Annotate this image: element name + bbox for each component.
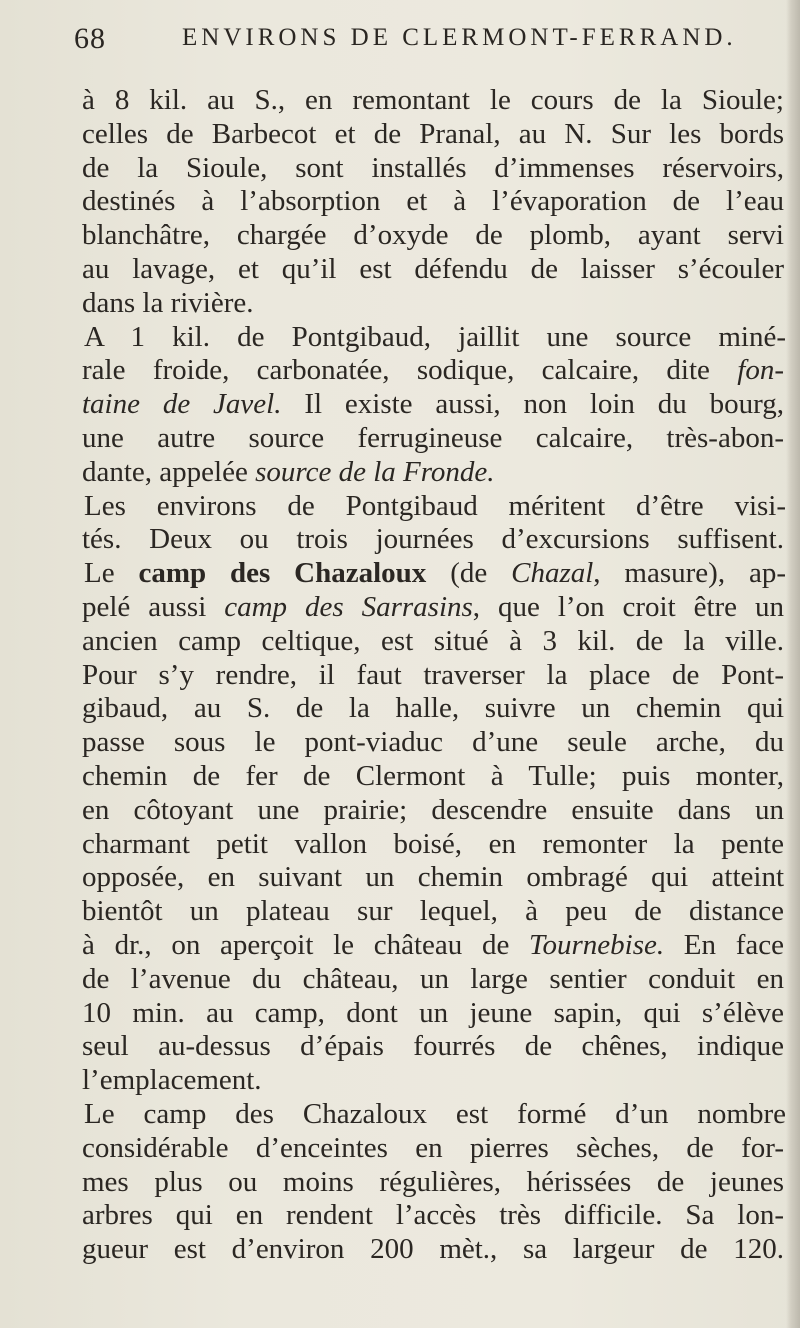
text-line: passe sous le pont-viaduc d’une seule arche, du <box>82 726 784 759</box>
text-line: A 1 kil. de Pontgibaud, jaillit une source miné- <box>84 320 786 353</box>
text-line <box>82 354 784 388</box>
text-line: opposée, en suivant un chemin ombragé qui atteint <box>82 861 784 894</box>
text-line <box>82 456 784 490</box>
text-line: au lavage, et qu’il est défendu de laisser s’écouler <box>82 252 784 285</box>
text-line: charmant petit vallon boisé, en remonter la pente <box>82 827 784 860</box>
text-line: blanchâtre, chargée d’oxyde de plomb, ayant servi <box>82 219 784 252</box>
text-line <box>82 388 784 422</box>
running-head: ENVIRONS DE CLERMONT-FERRAND. <box>182 24 737 51</box>
italic-span: Tournebise. <box>529 928 665 961</box>
text-line: Le camp des Chazaloux est formé d’un nombre <box>84 1097 786 1130</box>
text-line: ancien camp celtique, est situé à 3 kil. de la ville. <box>82 624 784 657</box>
text-line <box>82 591 784 625</box>
text-span: , masure), ap- <box>593 557 786 590</box>
text-line: gueur est d’environ 200 mèt., sa largeur de 120. <box>82 1233 784 1266</box>
italic-span: fon- <box>737 354 784 387</box>
page-number: 68 <box>74 22 106 55</box>
text-line: de l’avenue du château, un large sentier conduit en <box>82 962 784 995</box>
text-line: Les environs de Pontgibaud méritent d’être visi- <box>84 489 786 522</box>
text-span: rale froide, carbonatée, sodique, calcaire, dite <box>82 354 738 387</box>
text-line: bientôt un plateau sur lequel, à peu de distance <box>82 895 784 928</box>
text-span: , que l’on croit être un <box>472 590 784 623</box>
text-line: seul au-dessus d’épais fourrés de chênes, indique <box>82 1030 784 1063</box>
text-line: Pour s’y rendre, il faut traverser la place de Pont- <box>82 658 784 691</box>
text-line: gibaud, au S. de la halle, suivre un chemin qui <box>82 692 784 725</box>
text-line: dans la rivière. <box>82 286 254 319</box>
text-span: Le <box>84 557 139 590</box>
text-span: En face <box>664 928 784 961</box>
italic-span: taine de Javel. <box>82 388 282 421</box>
italic-span: camp des Sarrasins <box>224 590 473 623</box>
text-line: de la Sioule, sont installés d’immenses réservoirs, <box>82 151 784 184</box>
text-line: considérable d’enceintes en pierres sèches, de for- <box>82 1131 784 1164</box>
page-header <box>74 22 754 62</box>
body-text <box>82 84 786 1267</box>
text-line: l’emplacement. <box>82 1064 262 1097</box>
bold-span: camp des Chazaloux <box>138 557 427 590</box>
italic-span: Chazal <box>511 557 594 590</box>
text-span: (de <box>426 557 512 590</box>
text-line: mes plus ou moins régulières, hérissées de jeunes <box>82 1165 784 1198</box>
text-line <box>82 557 786 591</box>
text-span: pelé aussi <box>82 590 225 623</box>
text-line: chemin de fer de Clermont à Tulle; puis monter, <box>82 759 784 792</box>
text-span: à dr., on aperçoit le château de <box>82 928 530 961</box>
italic-span: source de la Fronde. <box>255 455 495 488</box>
text-span: Il existe aussi, non loin du bourg, <box>281 388 785 421</box>
text-line: destinés à l’absorption et à l’évaporation de l’eau <box>82 185 784 218</box>
text-line: à 8 kil. au S., en remontant le cours de la Sioule; <box>82 84 784 116</box>
text-line: celles de Barbecot et de Pranal, au N. Sur les bords <box>82 117 784 150</box>
text-line <box>82 929 784 963</box>
text-line: en côtoyant une prairie; descendre ensuite dans un <box>82 793 784 826</box>
text-span: dante, appelée <box>82 455 256 488</box>
text-line: une autre source ferrugineuse calcaire, très-abon- <box>82 421 784 454</box>
text-line: tés. Deux ou trois journées d’excursions suffisent. <box>82 523 784 556</box>
page-edge-shadow <box>786 0 800 1328</box>
text-line: 10 min. au camp, dont un jeune sapin, qui s’élève <box>82 996 784 1029</box>
text-line: arbres qui en rendent l’accès très difficile. Sa lon- <box>82 1199 784 1232</box>
